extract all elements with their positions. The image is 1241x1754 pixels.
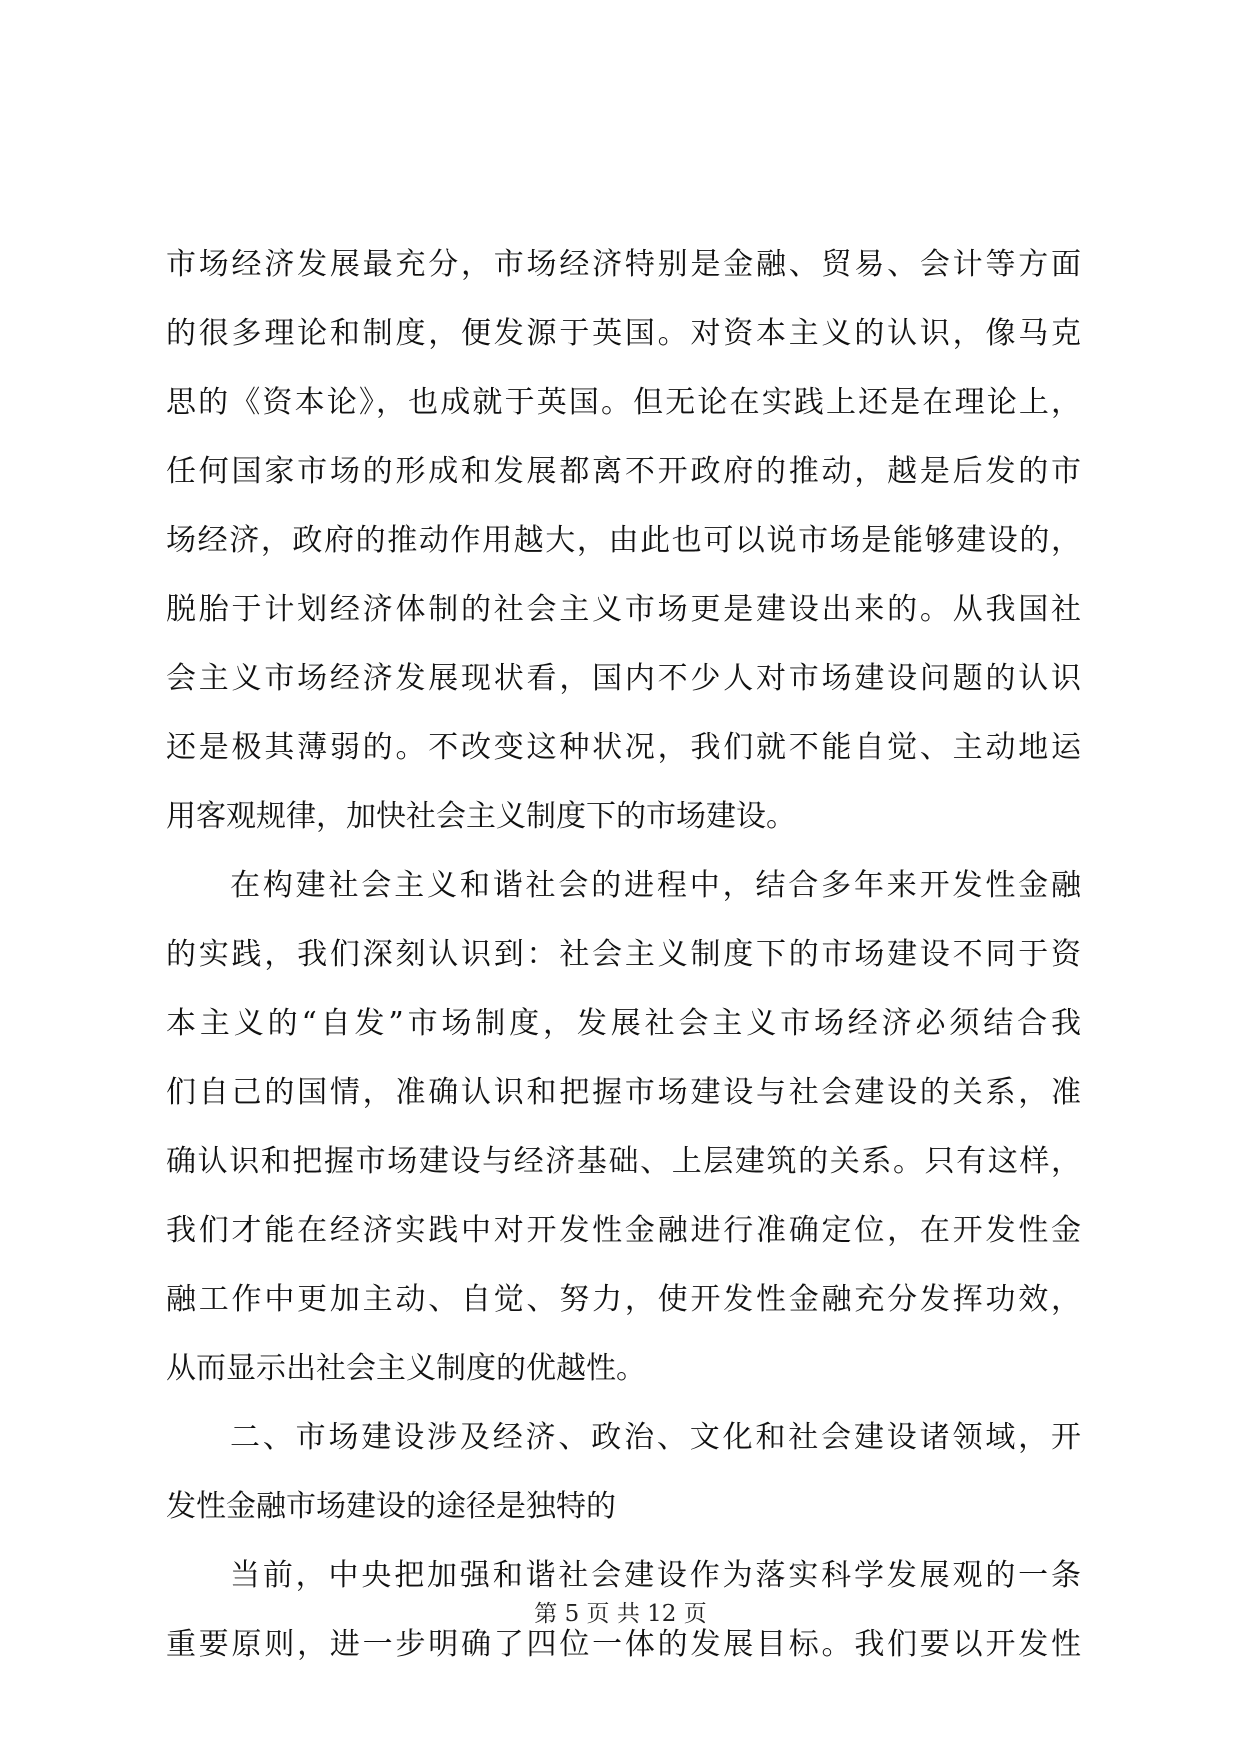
text-line: 的实践，我们深刻认识到：社会主义制度下的市场建设不同于资 — [166, 937, 1081, 972]
text-line: 我们才能在经济实践中对开发性金融进行准确定位，在开发性金 — [166, 1213, 1081, 1248]
text-line: 还是极其薄弱的。不改变这种状况，我们就不能自觉、主动地运 — [166, 730, 1081, 765]
paragraph-first-line: 当前，中央把加强和谐社会建设作为落实科学发展观的一条 — [230, 1558, 1081, 1593]
text-line: 思的《资本论》，也成就于英国。但无论在实践上还是在理论上， — [166, 385, 1081, 420]
section-heading-continuation: 发性金融市场建设的途径是独特的 — [166, 1489, 616, 1524]
text-line: 市场经济发展最充分，市场经济特别是金融、贸易、会计等方面 — [166, 247, 1081, 282]
text-line: 的很多理论和制度，便发源于英国。对资本主义的认识，像马克 — [166, 316, 1081, 351]
text-line: 本主义的“自发”市场制度，发展社会主义市场经济必须结合我 — [166, 1006, 1081, 1041]
text-line: 任何国家市场的形成和发展都离不开政府的推动，越是后发的市 — [166, 454, 1081, 489]
text-line: 从而显示出社会主义制度的优越性。 — [166, 1351, 646, 1386]
text-line: 脱胎于计划经济体制的社会主义市场更是建设出来的。从我国社 — [166, 592, 1081, 627]
text-line: 场经济，政府的推动作用越大，由此也可以说市场是能够建设的， — [166, 523, 1081, 558]
section-heading: 二、市场建设涉及经济、政治、文化和社会建设诸领域，开 — [230, 1420, 1081, 1455]
paragraph-first-line: 在构建社会主义和谐社会的进程中，结合多年来开发性金融 — [230, 868, 1081, 903]
text-line: 们自己的国情，准确认识和把握市场建设与社会建设的关系，准 — [166, 1075, 1081, 1110]
page-number-footer: 第 5 页 共 12 页 — [534, 1601, 707, 1627]
text-line: 会主义市场经济发展现状看，国内不少人对市场建设问题的认识 — [166, 661, 1081, 696]
text-line: 确认识和把握市场建设与经济基础、上层建筑的关系。只有这样， — [166, 1144, 1081, 1179]
body-text — [166, 230, 1081, 1679]
text-line: 重要原则，进一步明确了四位一体的发展目标。我们要以开发性 — [166, 1627, 1081, 1662]
text-line: 融工作中更加主动、自觉、努力，使开发性金融充分发挥功效， — [166, 1282, 1081, 1317]
text-line: 用客观规律，加快社会主义制度下的市场建设。 — [166, 799, 796, 834]
